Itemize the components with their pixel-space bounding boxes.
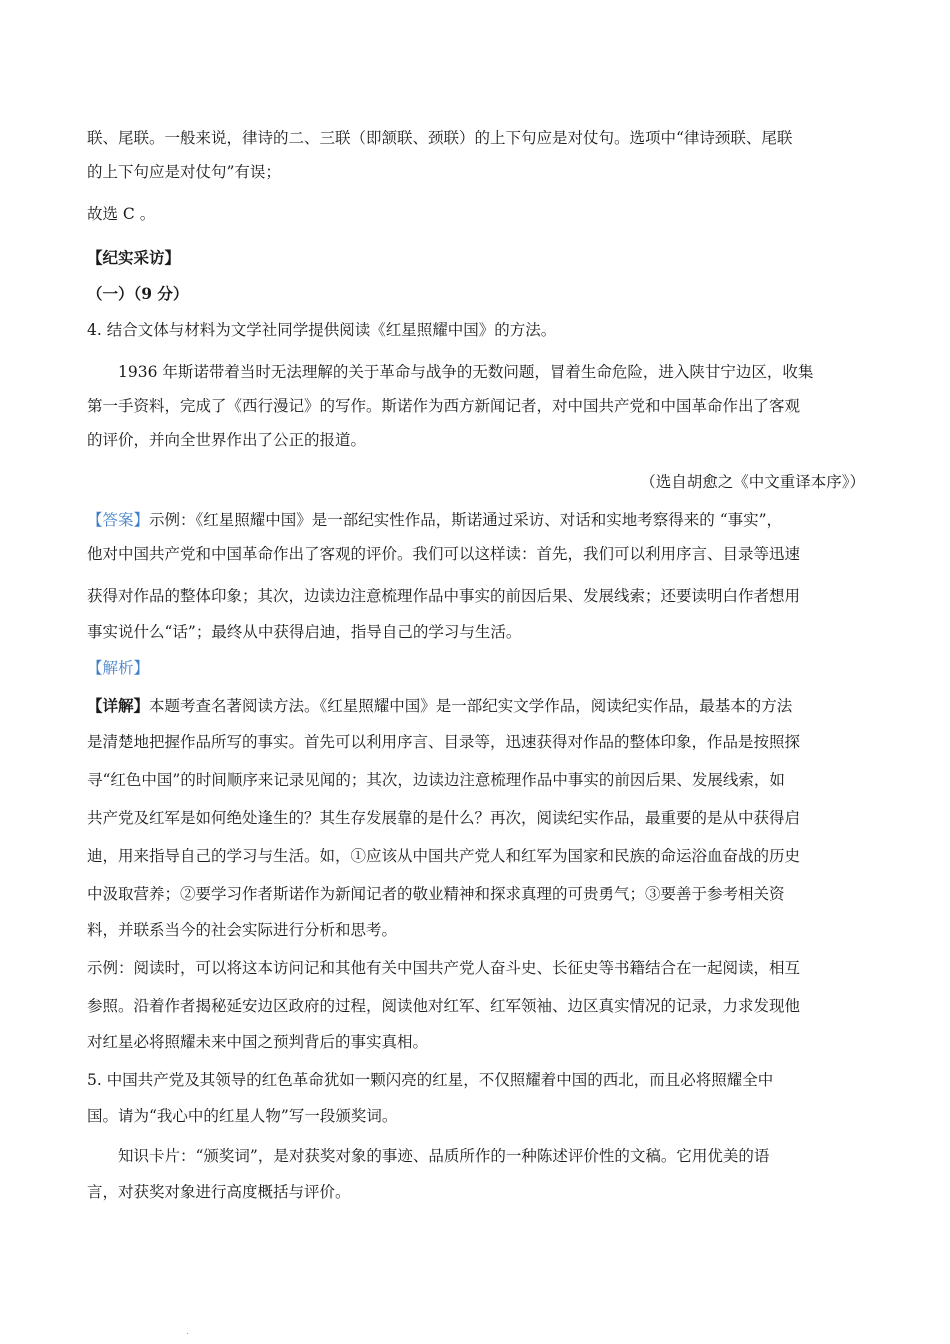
example-line: 参照。沿着作者揭秘延安边区政府的过程，阅读他对红军、红军领袖、边区真实情况的记录，力求发现他 — [87, 997, 801, 1015]
question-5: 国。请为“我心中的红星人物”写一段颁奖词。 — [87, 1107, 398, 1125]
detail-line: 共产党及红军是如何绝处逢生的？其生存发展靠的是什么？再次，阅读纪实作品，最重要的是从中获得启 — [87, 809, 801, 827]
knowledge-card-line: 言，对获奖对象进行高度概括与评价。 — [87, 1183, 351, 1201]
question-4: 4. 结合文体与材料为文学社同学提供阅读《红星照耀中国》的方法。 — [87, 321, 557, 339]
material-line: 的评价，并向全世界作出了公正的报道。 — [87, 431, 367, 449]
answer-line: 获得对作品的整体印象；其次，边读边注意梳理作品中事实的前因后果、发展线索；还要读明白作者想用 — [87, 587, 801, 605]
text-line: 联、尾联。一般来说，律诗的二、三联（即颔联、颈联）的上下句应是对仗句。选项中“律诗颈联、尾联 — [87, 129, 793, 147]
section-title: 【纪实采访】 — [87, 248, 181, 267]
detail-line: 中汲取营养；②要学习作者斯诺作为新闻记者的敬业精神和探求真理的可贵勇气；③要善于参考相关资 — [87, 885, 785, 903]
detail-text: 本题考查名著阅读方法。《红星照耀中国》是一部纪实文学作品，阅读纪实作品，最基本的方法 — [149, 697, 793, 715]
answer-line: 他对中国共产党和中国革命作出了客观的评价。我们可以这样读：首先，我们可以利用序言、目录等迅速 — [87, 545, 801, 563]
example-line: 对红星必将照耀未来中国之预判背后的事实真相。 — [87, 1033, 429, 1051]
knowledge-card-line: 知识卡片：“颁奖词”，是对获奖对象的事迹、品质所作的一种陈述评价性的文稿。它用优美的语 — [118, 1147, 770, 1165]
answer-text: 示例：《红星照耀中国》是一部纪实性作品，斯诺通过采访、对话和实地考察得来的 “事实”， — [149, 511, 783, 529]
detail-line: 是清楚地把握作品所写的事实。首先可以利用序言、目录等，迅速获得对作品的整体印象，作品是按照探 — [87, 733, 801, 751]
example-line: 示例：阅读时，可以将这本访问记和其他有关中国共产党人奋斗史、长征史等书籍结合在一起阅读，相互 — [87, 959, 801, 977]
part-title: （一）（9 分） — [87, 284, 189, 303]
answer-line — [87, 510, 782, 530]
analysis-tag: 【解析】 — [87, 659, 150, 677]
detail-line: 寻“红色中国”的时间顺序来记录见闻的；其次，边读边注意梳理作品中事实的前因后果、发展线索，如 — [87, 771, 785, 789]
text-line: 故选 C 。 — [87, 205, 156, 223]
answer-tag: 【答案】 — [87, 511, 150, 529]
material-line: 第一手资料，完成了《西行漫记》的写作。斯诺作为西方新闻记者，对中国共产党和中国革命作出了客观 — [87, 397, 801, 415]
text-line: 的上下句应是对仗句”有误； — [87, 163, 281, 181]
material-line: 1936 年斯诺带着当时无法理解的关于革命与战争的无数问题，冒着生命危险，进入陕甘宁边区，收集 — [118, 363, 814, 381]
detail-tag: 【详解】 — [87, 696, 150, 715]
detail-line: 料，并联系当今的社会实际进行分析和思考。 — [87, 921, 398, 939]
detail-line — [87, 696, 792, 716]
material-source: （选自胡愈之《中文重译本序》） — [640, 473, 865, 491]
question-5: 5. 中国共产党及其领导的红色革命犹如一颗闪亮的红星，不仅照耀着中国的西北，而且必将照耀全中 — [87, 1071, 774, 1089]
answer-line: 事实说什么“话”；最终从中获得启迪，指导自己的学习与生活。 — [87, 623, 522, 641]
footer-mark: . — [186, 1327, 189, 1337]
detail-line: 迪，用来指导自己的学习与生活。如，①应该从中国共产党人和红军为国家和民族的命运浴血奋战的历史 — [87, 847, 801, 865]
